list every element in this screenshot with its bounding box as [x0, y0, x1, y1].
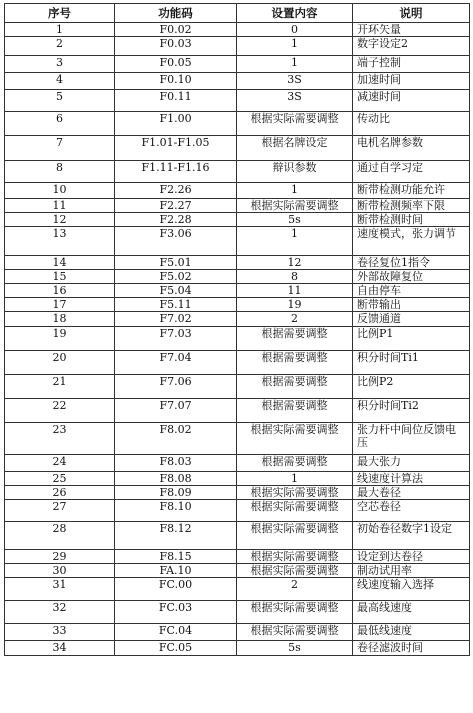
value-cell: 根据需要调整 [237, 327, 353, 351]
value-cell: 1 [237, 37, 353, 56]
seq-cell: 12 [5, 213, 115, 227]
seq-cell: 10 [5, 183, 115, 199]
table-row [5, 423, 470, 455]
code-cell: F3.06 [115, 227, 237, 256]
value-cell: 12 [237, 256, 353, 270]
code-cell: F2.27 [115, 199, 237, 213]
table-row [5, 312, 470, 327]
seq-cell: 25 [5, 472, 115, 486]
table-row [5, 23, 470, 37]
desc-cell: 卷径复位1指令 [353, 256, 470, 270]
desc-cell: 电机名牌参数 [353, 136, 470, 161]
desc-cell: 自由停车 [353, 284, 470, 298]
value-cell: 根据需要调整 [237, 375, 353, 399]
code-cell: F8.09 [115, 486, 237, 500]
code-cell: F1.01-F1.05 [115, 136, 237, 161]
seq-cell: 19 [5, 327, 115, 351]
table-row [5, 375, 470, 399]
seq-cell: 29 [5, 550, 115, 564]
code-cell: FA.10 [115, 564, 237, 578]
table-row [5, 624, 470, 641]
desc-cell: 积分时间Ti1 [353, 351, 470, 375]
value-cell: 2 [237, 312, 353, 327]
value-cell: 2 [237, 578, 353, 601]
seq-cell: 27 [5, 500, 115, 522]
code-cell: F8.10 [115, 500, 237, 522]
code-cell: F8.03 [115, 455, 237, 472]
seq-cell: 32 [5, 601, 115, 624]
value-cell: 根据实际需要调整 [237, 564, 353, 578]
value-cell: 19 [237, 298, 353, 312]
header-desc: 说明 [353, 4, 470, 23]
code-cell: F0.02 [115, 23, 237, 37]
table-row [5, 136, 470, 161]
value-cell: 1 [237, 227, 353, 256]
value-cell: 根据实际需要调整 [237, 624, 353, 641]
code-cell: F7.02 [115, 312, 237, 327]
desc-cell: 空芯卷径 [353, 500, 470, 522]
table-row [5, 399, 470, 423]
table-row [5, 227, 470, 256]
desc-cell: 传动比 [353, 112, 470, 136]
desc-cell: 外部故障复位 [353, 270, 470, 284]
code-cell: F1.00 [115, 112, 237, 136]
value-cell: 根据实际需要调整 [237, 601, 353, 624]
code-cell: F8.12 [115, 522, 237, 550]
value-cell: 根据名牌设定 [237, 136, 353, 161]
desc-cell: 线速度计算法 [353, 472, 470, 486]
code-cell: F2.26 [115, 183, 237, 199]
table-row [5, 641, 470, 656]
code-cell: F0.10 [115, 73, 237, 90]
seq-cell: 20 [5, 351, 115, 375]
value-cell: 5s [237, 213, 353, 227]
table-row [5, 564, 470, 578]
desc-cell: 数字设定2 [353, 37, 470, 56]
value-cell: 5s [237, 641, 353, 656]
value-cell: 3S [237, 73, 353, 90]
desc-cell: 断带输出 [353, 298, 470, 312]
desc-cell: 初始卷径数字1设定 [353, 522, 470, 550]
desc-cell: 比例P1 [353, 327, 470, 351]
seq-cell: 11 [5, 199, 115, 213]
code-cell: FC.03 [115, 601, 237, 624]
seq-cell: 28 [5, 522, 115, 550]
desc-cell: 积分时间Ti2 [353, 399, 470, 423]
seq-cell: 14 [5, 256, 115, 270]
seq-cell: 13 [5, 227, 115, 256]
desc-cell: 加速时间 [353, 73, 470, 90]
desc-cell: 断带检测频率下限 [353, 199, 470, 213]
seq-cell: 6 [5, 112, 115, 136]
parameter-table [4, 3, 470, 656]
table-row [5, 284, 470, 298]
table-row [5, 183, 470, 199]
table-row [5, 270, 470, 284]
table-row [5, 213, 470, 227]
seq-cell: 33 [5, 624, 115, 641]
value-cell: 根据需要调整 [237, 351, 353, 375]
table-row [5, 199, 470, 213]
table-row [5, 112, 470, 136]
desc-cell: 通过自学习定 [353, 161, 470, 183]
value-cell: 辩识参数 [237, 161, 353, 183]
desc-cell: 反馈通道 [353, 312, 470, 327]
code-cell: F0.05 [115, 56, 237, 73]
value-cell: 0 [237, 23, 353, 37]
desc-cell: 断带检测时间 [353, 213, 470, 227]
value-cell: 根据实际需要调整 [237, 423, 353, 455]
seq-cell: 24 [5, 455, 115, 472]
value-cell: 11 [237, 284, 353, 298]
table-row [5, 37, 470, 56]
seq-cell: 3 [5, 56, 115, 73]
code-cell: F2.28 [115, 213, 237, 227]
desc-cell: 减速时间 [353, 90, 470, 112]
table-row [5, 601, 470, 624]
seq-cell: 2 [5, 37, 115, 56]
value-cell: 根据需要调整 [237, 455, 353, 472]
table-row [5, 56, 470, 73]
desc-cell: 断带检测功能允许 [353, 183, 470, 199]
header-row [5, 4, 470, 23]
seq-cell: 26 [5, 486, 115, 500]
seq-cell: 21 [5, 375, 115, 399]
code-cell: F5.02 [115, 270, 237, 284]
value-cell: 1 [237, 472, 353, 486]
code-cell: F5.04 [115, 284, 237, 298]
seq-cell: 22 [5, 399, 115, 423]
desc-cell: 张力杆中间位反馈电压 [353, 423, 470, 455]
code-cell: FC.04 [115, 624, 237, 641]
table-body [5, 23, 470, 656]
table-row [5, 90, 470, 112]
value-cell: 1 [237, 183, 353, 199]
seq-cell: 23 [5, 423, 115, 455]
table-row [5, 550, 470, 564]
seq-cell: 15 [5, 270, 115, 284]
value-cell: 根据实际需要调整 [237, 550, 353, 564]
table-row [5, 351, 470, 375]
value-cell: 根据实际需要调整 [237, 486, 353, 500]
value-cell: 1 [237, 56, 353, 73]
desc-cell: 开环矢量 [353, 23, 470, 37]
table-row [5, 472, 470, 486]
desc-cell: 最高线速度 [353, 601, 470, 624]
seq-cell: 30 [5, 564, 115, 578]
code-cell: F5.01 [115, 256, 237, 270]
seq-cell: 5 [5, 90, 115, 112]
value-cell: 根据实际需要调整 [237, 199, 353, 213]
code-cell: F7.03 [115, 327, 237, 351]
seq-cell: 34 [5, 641, 115, 656]
desc-cell: 速度模式，张力调节 [353, 227, 470, 256]
code-cell: F7.06 [115, 375, 237, 399]
desc-cell: 端子控制 [353, 56, 470, 73]
table-row [5, 486, 470, 500]
code-cell: F8.02 [115, 423, 237, 455]
value-cell: 根据需要调整 [237, 399, 353, 423]
seq-cell: 17 [5, 298, 115, 312]
seq-cell: 4 [5, 73, 115, 90]
seq-cell: 18 [5, 312, 115, 327]
code-cell: F7.07 [115, 399, 237, 423]
header-seq: 序号 [5, 4, 115, 23]
value-cell: 根据实际需要调整 [237, 500, 353, 522]
seq-cell: 16 [5, 284, 115, 298]
desc-cell: 卷径滤波时间 [353, 641, 470, 656]
code-cell: F5.11 [115, 298, 237, 312]
code-cell: FC.05 [115, 641, 237, 656]
value-cell: 根据实际需要调整 [237, 112, 353, 136]
code-cell: F0.11 [115, 90, 237, 112]
code-cell: F0.03 [115, 37, 237, 56]
desc-cell: 线速度输入选择 [353, 578, 470, 601]
desc-cell: 最大张力 [353, 455, 470, 472]
value-cell: 8 [237, 270, 353, 284]
code-cell: FC.00 [115, 578, 237, 601]
value-cell: 3S [237, 90, 353, 112]
header-value: 设置内容 [237, 4, 353, 23]
seq-cell: 8 [5, 161, 115, 183]
desc-cell: 制动试用率 [353, 564, 470, 578]
code-cell: F8.15 [115, 550, 237, 564]
code-cell: F7.04 [115, 351, 237, 375]
value-cell: 根据实际需要调整 [237, 522, 353, 550]
table-row [5, 578, 470, 601]
code-cell: F8.08 [115, 472, 237, 486]
table-row [5, 256, 470, 270]
desc-cell: 比例P2 [353, 375, 470, 399]
table-row [5, 327, 470, 351]
desc-cell: 最低线速度 [353, 624, 470, 641]
table-row [5, 73, 470, 90]
seq-cell: 1 [5, 23, 115, 37]
seq-cell: 31 [5, 578, 115, 601]
table-row [5, 161, 470, 183]
seq-cell: 7 [5, 136, 115, 161]
desc-cell: 设定到达卷径 [353, 550, 470, 564]
table-row [5, 455, 470, 472]
header-code: 功能码 [115, 4, 237, 23]
table-row [5, 298, 470, 312]
table-row [5, 522, 470, 550]
desc-cell: 最大卷径 [353, 486, 470, 500]
code-cell: F1.11-F1.16 [115, 161, 237, 183]
table-row [5, 500, 470, 522]
